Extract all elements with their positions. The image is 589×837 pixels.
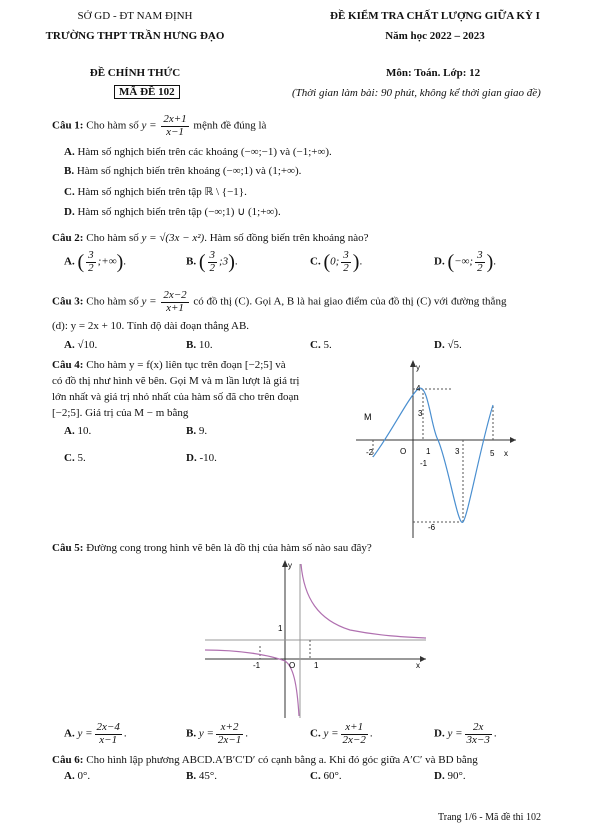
option-text: 10. (198, 339, 213, 351)
tick-x-minus1: -1 (253, 661, 261, 670)
q1-label: Câu 1: (52, 119, 84, 132)
q1-func-y: y = (141, 119, 157, 132)
q4-stem (52, 357, 299, 421)
q4-option-d[interactable] (186, 452, 217, 464)
tick-x-5: 5 (490, 449, 495, 458)
q1-option-a[interactable] (64, 146, 332, 158)
option-fraction (86, 250, 96, 274)
option-label: C. (64, 186, 75, 198)
option-label: D. (434, 339, 445, 351)
option-text: 90°. (447, 770, 466, 782)
q6-option-d[interactable] (434, 770, 466, 782)
q4-line-1 (52, 357, 299, 373)
func-y: y = (198, 727, 214, 740)
paren: ) (486, 251, 494, 274)
num: 3 (477, 249, 483, 261)
num: x+1 (341, 722, 368, 735)
option-fraction (216, 722, 243, 746)
q4-line-4: [−2;5]. Giá trị của M − m bằng (52, 407, 189, 419)
tick-y-1: 1 (278, 624, 283, 633)
num: 3 (209, 249, 216, 261)
option-text: 0°. (77, 770, 91, 782)
option-label: A. (64, 339, 75, 351)
q3-stem-post: có đồ thị (C). Gọi A, B là hai giao điểm của đồ thị (C) với đường thẳng (193, 295, 507, 308)
paren: ( (77, 251, 85, 274)
q1-option-c[interactable] (64, 185, 247, 198)
q2-label: Câu 2: (52, 232, 84, 244)
q5-curve-right (301, 564, 426, 638)
q4-graph (356, 358, 516, 538)
q3-num: 2x−2 (163, 289, 187, 301)
q1-stem-pre: Cho hàm số (86, 119, 139, 132)
axis-y-label: y (416, 363, 420, 372)
option-text: 60°. (323, 770, 342, 782)
option-text: -10. (199, 452, 217, 464)
q2-stem (52, 232, 369, 244)
origin-label: O (289, 661, 296, 670)
tick-y-minus6: -6 (428, 523, 436, 532)
q2-option-a[interactable]: A. ( $\frac{3}{2}$ ;+∞). (64, 249, 126, 274)
option-label: C. (310, 770, 321, 782)
q2-func: y = √(3x − x²) (141, 232, 205, 244)
origin-label: O (400, 447, 407, 456)
q2-stem-pre: Cho hàm số (86, 232, 139, 244)
func-y: y = (77, 727, 93, 740)
q3-func-y: y = (141, 295, 157, 308)
q1-fraction (161, 114, 188, 138)
num: 3 (343, 249, 349, 261)
q4-label: Câu 4: (52, 359, 84, 371)
option-label: B. (186, 339, 197, 351)
q6-option-c[interactable] (310, 770, 342, 782)
q6-label: Câu 6: (52, 754, 84, 766)
label-m: M (364, 412, 372, 422)
option-label: C. (64, 452, 75, 464)
tick-y-3: 3 (418, 409, 423, 418)
q3-den: x+1 (166, 301, 184, 314)
q5-graph (200, 558, 432, 720)
q4-option-a[interactable] (64, 425, 91, 437)
option-text: Hàm số nghịch biến trên các khoảng (−∞;−1) và (−1;+∞). (77, 146, 332, 158)
num: 3 (88, 249, 94, 261)
q2-stem-post: . Hàm số đồng biến trên khoảng nào? (204, 232, 369, 244)
tick-x-minus2: -2 (366, 448, 374, 457)
x-axis-arrow-icon (510, 437, 516, 443)
func-y: y = (447, 727, 463, 740)
q1-num: 2x+1 (163, 113, 187, 125)
option-label: A. (64, 146, 75, 158)
den: 3x−3 (466, 733, 490, 746)
option-fraction (95, 722, 122, 746)
q3-option-c[interactable] (310, 339, 332, 351)
option-label: B. (186, 727, 197, 740)
option-pre: −∞; (454, 255, 474, 268)
num: 2x−4 (96, 721, 120, 733)
q2-option-c[interactable]: C. (0; $\frac{3}{2}$ ). (310, 249, 363, 274)
q5-option-d[interactable]: D. y = $\frac{2x}{3x-3}$ . (434, 721, 497, 746)
den: 2x−2 (342, 733, 366, 746)
q5-text: Đường cong trong hình vẽ bên là đồ thị của hàm số nào sau đây? (86, 542, 372, 554)
q5-stem (52, 542, 372, 554)
option-label: D. (64, 206, 75, 218)
option-post: ;3 (219, 255, 229, 268)
q1-den: x−1 (166, 125, 184, 138)
q6-stem (52, 754, 478, 766)
exam-code: MÃ ĐỀ 102 (114, 85, 180, 99)
option-text: √10. (77, 339, 98, 351)
option-label: B. (186, 255, 197, 268)
option-text: 9. (198, 425, 208, 437)
dept-name: SỞ GD - ĐT NAM ĐỊNH (77, 10, 193, 22)
option-label: D. (434, 255, 445, 268)
option-text: 10. (77, 425, 92, 437)
subject-label: Môn: Toán. Lớp: 12 (386, 67, 481, 79)
den: x−1 (99, 733, 118, 746)
option-label: D. (434, 770, 445, 782)
q4-line-2: có đồ thị như hình vẽ bên. Gọi M và m lần lượt là giá trị (52, 375, 300, 387)
q3-stem-pre: Cho hàm số (86, 295, 139, 308)
q5-option-a[interactable]: A. y = $\frac{2x-4}{x-1}$ . (64, 721, 127, 746)
option-label: C. (310, 339, 321, 351)
den: 2x−1 (217, 733, 242, 746)
school-name: TRƯỜNG THPT TRẦN HƯNG ĐẠO (45, 30, 225, 42)
q6-text: Cho hình lập phương ABCD.A′B′C′D′ có cạnh bằng a. Khi đó góc giữa A′C′ và BD bằng (86, 754, 478, 766)
axis-x-label: x (504, 449, 508, 458)
option-fraction (465, 722, 492, 746)
q5-label: Câu 5: (52, 542, 84, 554)
tick-x-1: 1 (426, 447, 431, 456)
q2-option-b[interactable]: B. ( $\frac{3}{2}$ ;3). (186, 249, 238, 274)
q1-stem-post: mệnh đề đúng là (193, 119, 267, 132)
option-label: D. (434, 727, 445, 740)
q4-curve (373, 388, 493, 522)
den: 2 (343, 261, 349, 274)
axis-y-label: y (288, 561, 292, 570)
q4-option-b[interactable] (186, 425, 207, 437)
option-text: Hàm số nghịch biến trên khoảng (−∞;1) và (1;+∞). (76, 165, 302, 177)
page-footer: Trang 1/6 - Mã đề thi 102 (438, 812, 541, 823)
q1-option-d[interactable] (64, 205, 281, 218)
exam-time: (Thời gian làm bài: 90 phút, không kể thời gian giao đề) (292, 87, 541, 99)
q3-stem-line2: (d): y = 2x + 10. Tính độ dài đoạn thẳng AB. (52, 320, 250, 332)
den: 2 (88, 261, 94, 274)
axis-x-label: x (416, 661, 420, 670)
q1-option-b[interactable] (64, 165, 301, 177)
q4-option-c[interactable] (64, 452, 86, 464)
func-y: y = (323, 727, 339, 740)
option-label: C. (310, 727, 321, 740)
option-label: B. (64, 165, 75, 177)
paren: ( (198, 251, 206, 274)
option-fraction (341, 722, 368, 746)
option-label: A. (64, 425, 75, 437)
tick-x-1: 1 (314, 661, 319, 670)
option-fraction (208, 250, 218, 274)
option-label: A. (64, 255, 75, 268)
q4-text: Cho hàm y = f(x) liên tục trên đoạn [−2;5] và (86, 359, 286, 371)
option-text: Hàm số nghịch biến trên tập ℝ \ {−1}. (77, 186, 247, 198)
option-text: 45°. (198, 770, 217, 782)
option-label: B. (186, 425, 197, 437)
q6-option-a[interactable] (64, 770, 90, 782)
option-label: A. (64, 770, 75, 782)
num: x+2 (216, 722, 243, 735)
tick-y-4: 4 (416, 384, 421, 393)
option-post: ;+∞ (97, 255, 117, 268)
q3-option-b[interactable] (186, 339, 213, 351)
q3-option-a[interactable] (64, 339, 97, 351)
q1-stem (52, 114, 266, 138)
paren: ) (228, 251, 235, 274)
school-year: Năm học 2022 – 2023 (385, 30, 485, 42)
num: 2x (465, 722, 492, 735)
paren: ( (323, 251, 331, 274)
exam-title: ĐỀ KIỂM TRA CHẤT LƯỢNG GIỮA KỲ I (330, 10, 540, 22)
tick-y-minus1: -1 (420, 459, 428, 468)
q5-option-b[interactable]: B. y = $\frac{x+2}{2x-1}$ . (186, 721, 248, 746)
q3-fraction (161, 290, 188, 314)
option-text: Hàm số nghịch biến trên tập (−∞;1) ∪ (1;+∞). (77, 206, 281, 218)
option-text: 5. (323, 339, 332, 351)
paren: ) (116, 251, 124, 274)
option-label: B. (186, 770, 197, 782)
q5-option-c[interactable]: C. y = $\frac{x+1}{2x-2}$ . (310, 721, 373, 746)
q6-option-b[interactable] (186, 770, 217, 782)
option-pre: 0; (330, 255, 340, 268)
official-label: ĐỀ CHÍNH THỨC (89, 67, 181, 79)
option-label: D. (186, 452, 197, 464)
tick-x-3: 3 (455, 447, 460, 456)
option-fraction (475, 250, 485, 274)
q2-option-d[interactable]: D. (−∞; $\frac{3}{2}$ ). (434, 249, 496, 274)
x-axis-arrow-icon (420, 656, 426, 662)
option-fraction (341, 250, 351, 274)
option-label: C. (310, 255, 321, 268)
q3-stem (52, 290, 506, 314)
q3-option-d[interactable] (434, 339, 462, 351)
den: 2 (477, 261, 483, 274)
option-label: A. (64, 727, 75, 740)
option-text: 5. (77, 452, 86, 464)
den: 2 (209, 261, 216, 274)
q3-label: Câu 3: (52, 295, 84, 308)
option-text: √5. (447, 339, 462, 351)
paren: ) (352, 251, 360, 274)
paren: ( (447, 251, 455, 274)
q4-line-3: lớn nhất và giá trị nhỏ nhất của hàm số đã cho trên đoạn (52, 391, 299, 403)
